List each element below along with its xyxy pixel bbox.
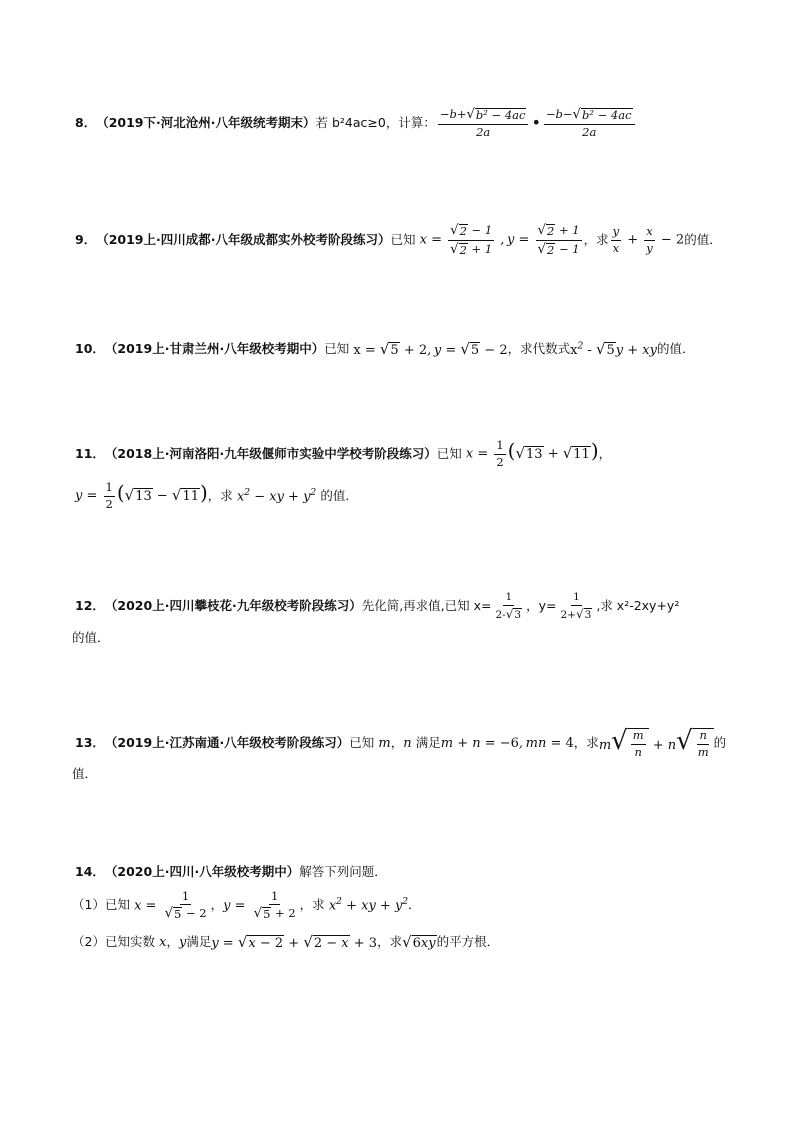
math-expression: n bbox=[403, 735, 416, 751]
problem-text: 值． bbox=[72, 766, 98, 781]
subproblem-2: （2）已知实数 bbox=[72, 933, 155, 949]
multiply-dot: • bbox=[531, 113, 541, 132]
problem-text: 满足 bbox=[415, 734, 441, 750]
problem-text: 已知 bbox=[436, 445, 462, 461]
problem-text: 先化简,再求值,已知 x= bbox=[361, 597, 492, 613]
problem-source: （2020上·四川攀枝花·九年级校考阶段练习） bbox=[104, 597, 362, 613]
subproblem-1: （1）已知 bbox=[72, 897, 130, 913]
problem-text: ， bbox=[598, 445, 612, 461]
math-expression: y = √ x − 2 + √ 2 − x + 3 bbox=[211, 932, 378, 951]
problem-number: 13． bbox=[75, 734, 105, 750]
problem-text: 满足 bbox=[186, 933, 212, 949]
math-expression: x = √ 5 + 2, y = √ 5 − 2 bbox=[353, 340, 508, 358]
math-expression: y bbox=[178, 934, 187, 950]
math-expression: m bbox=[374, 735, 391, 751]
fraction-right: −b− √ b² − 4ac 2a bbox=[544, 108, 635, 138]
math-expression: x = √ 2 − 1 √ 2 + 1 , y = √ 2 + 1 √ 2 − 1 bbox=[415, 223, 580, 257]
problem-text: 若 b²4ac≥0，计算： bbox=[315, 114, 436, 130]
problem-source: （2019下·河北沧州·八年级统考期末） bbox=[96, 114, 316, 130]
problem-13 bbox=[72, 726, 727, 781]
problem-10 bbox=[75, 342, 725, 357]
problem-text: 的值． bbox=[656, 341, 695, 357]
math-expression: m + n = −6, mn = 4 bbox=[440, 735, 574, 751]
problem-text: 的值． bbox=[684, 231, 722, 247]
problem-text: ，y= bbox=[526, 597, 557, 613]
problem-12 bbox=[72, 591, 725, 645]
fraction-y: 1 2+ √ 3 bbox=[560, 591, 592, 621]
problem-text: ，求 bbox=[299, 897, 325, 913]
problem-number: 8． bbox=[75, 114, 97, 130]
problem-number: 14． bbox=[75, 864, 105, 879]
problem-text: 的 bbox=[713, 734, 727, 750]
fraction-x: 1 2- √ 3 bbox=[495, 591, 522, 621]
problem-text: ， bbox=[166, 933, 179, 949]
math-expression: $x^2$ − xy + $y^2$ bbox=[232, 487, 317, 505]
math-expression: $x^2$ - √ 5 y + xy bbox=[570, 340, 657, 358]
math-expression: x bbox=[154, 934, 167, 950]
math-expression: x = 1 √ 5 − 2 bbox=[129, 888, 207, 921]
problem-number: 11． bbox=[75, 445, 105, 461]
problem-source: （2020上·四川·八年级校考期中） bbox=[104, 864, 300, 879]
problem-text: ,求 x²-2xy+y² bbox=[596, 597, 680, 613]
problem-11 bbox=[75, 440, 725, 510]
problem-text: 已知 bbox=[390, 231, 416, 247]
problem-text: ，求 bbox=[377, 933, 403, 949]
problem-8 bbox=[75, 108, 725, 138]
math-expression: $x^2$ + xy + $y^2$ bbox=[324, 897, 409, 914]
math-expression: x = $\frac{1}{2}$ ( √ 13 + √ 11 ) bbox=[461, 438, 599, 469]
problem-text: 已知 bbox=[324, 341, 350, 357]
problem-14 bbox=[72, 864, 725, 951]
problem-number: 9． bbox=[75, 231, 97, 247]
problem-text: 的值． bbox=[72, 630, 110, 645]
problem-number: 10． bbox=[75, 341, 105, 357]
math-expression: $\frac{y}{x}$ + $\frac{x}{y}$ − 2 bbox=[612, 224, 685, 255]
problem-text: ，求 bbox=[207, 487, 233, 503]
problem-source: （2019上·四川成都·八年级成都实外校考阶段练习） bbox=[96, 231, 391, 247]
math-expression: √ 6xy bbox=[402, 932, 436, 951]
math-expression: y = 1 √ 5 + 2 bbox=[223, 888, 296, 921]
fraction-left: −b+ √ b² − 4ac 2a bbox=[438, 108, 529, 138]
problem-text: 的平方根． bbox=[436, 933, 500, 949]
problem-text: ，求代数式 bbox=[507, 341, 571, 357]
problem-source: （2019上·甘肃兰州·八年级校考期中） bbox=[104, 341, 325, 357]
problem-text: 解答下列问题． bbox=[299, 864, 387, 879]
problem-text: ，求 bbox=[583, 231, 609, 247]
problem-text: ． bbox=[408, 897, 421, 913]
problem-number: 12． bbox=[75, 597, 105, 613]
problem-text: ，求 bbox=[573, 734, 599, 750]
problem-9 bbox=[75, 224, 725, 256]
problem-text: ， bbox=[210, 897, 224, 913]
math-expression: m √ $\frac{m}{n}$ + n √ $\frac{n}{m}$ bbox=[599, 728, 714, 758]
math-expression: y = $\frac{1}{2}$ ( √ 13 − √ 11 ) bbox=[75, 480, 208, 511]
problem-text: 的值． bbox=[320, 487, 358, 503]
problem-source: （2019上·江苏南通·八年级校考阶段练习） bbox=[104, 734, 350, 750]
problem-source: （2018上·河南洛阳·九年级偃师市实验中学校考阶段练习） bbox=[104, 445, 437, 461]
problem-text: ， bbox=[390, 734, 404, 750]
problem-text: 已知 bbox=[349, 734, 375, 750]
